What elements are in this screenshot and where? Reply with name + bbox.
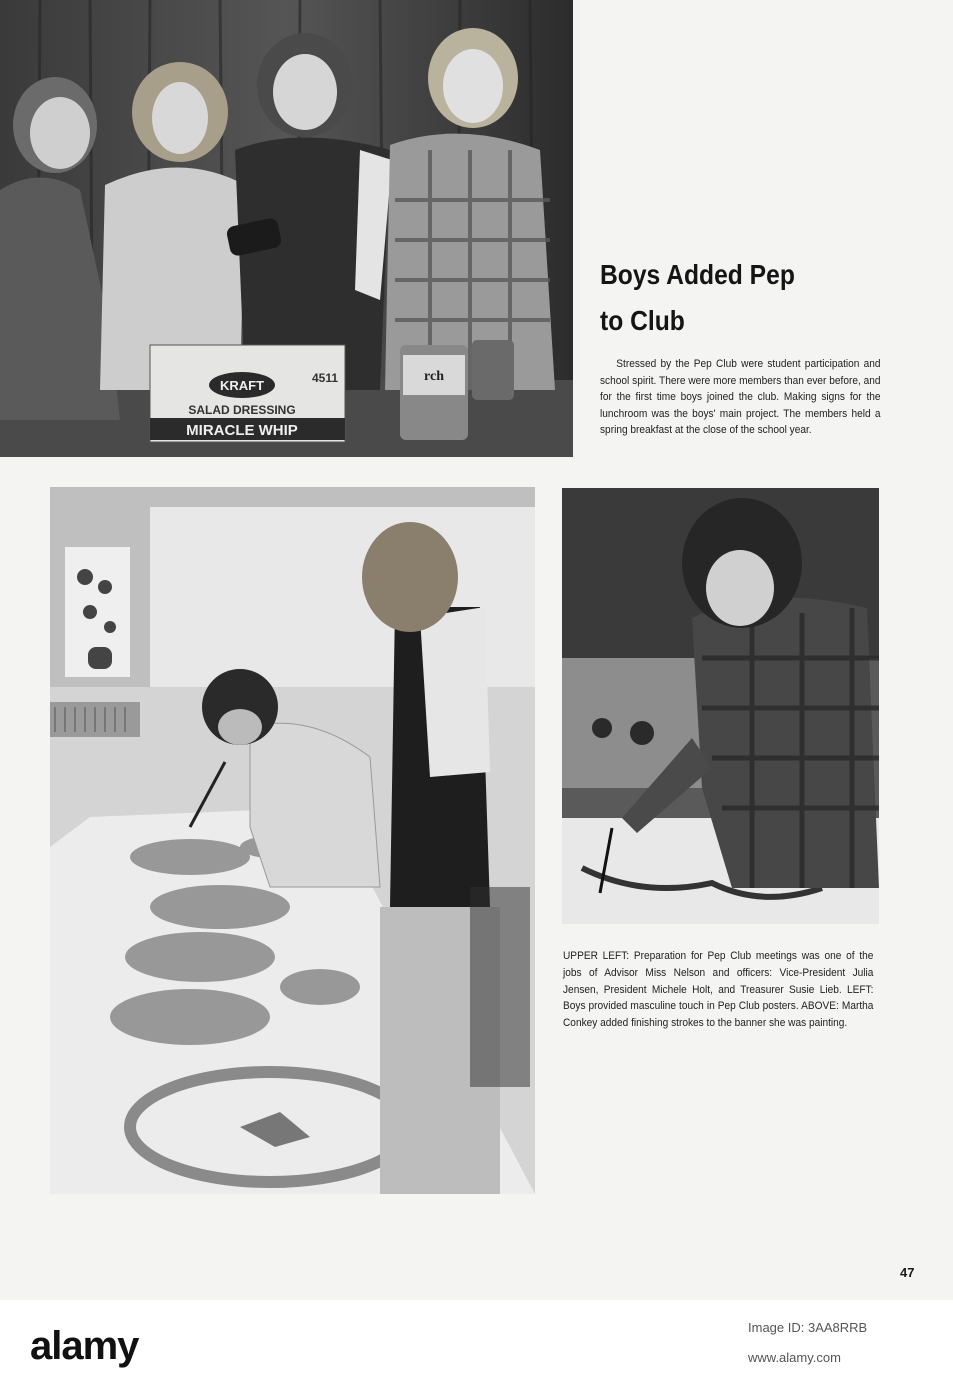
page-number: 47 [900, 1265, 915, 1280]
can-label: rch [424, 369, 444, 384]
photo-caption: UPPER LEFT: Preparation for Pep Club meetings was one of the jobs of Advisor Miss Nelson and officers: Vice-President Julia Jensen, President Michele Holt, and Treasurer Susie Lieb. LEFT: Boys provided masculine touch in Pep Club posters. ABOVE: Martha Conkey added finishing strokes to the banner she was painting. [563, 950, 874, 1030]
footer-logo: alamy [30, 1324, 139, 1368]
article-headline [600, 252, 890, 344]
photo-pep-club-officers [0, 0, 573, 457]
footer-url[interactable]: www.alamy.com [748, 1350, 841, 1365]
box-number: 4511 [311, 371, 339, 385]
headline-line-1: Boys Added Pep [600, 259, 795, 290]
footer-image-id: Image ID: 3AA8RRB [748, 1320, 868, 1335]
headline-line-2: to Club [600, 305, 685, 336]
photo-boys-painting-banner [50, 487, 535, 1194]
photo-girl-painting [562, 488, 879, 924]
box-name: MIRACLE WHIP [186, 422, 298, 439]
stock-footer [0, 1300, 953, 1390]
box-product: SALAD DRESSING [188, 403, 296, 417]
article-body: Stressed by the Pep Club were student participation and school spirit. There were more members than ever before, and for the first time boys joined the club. Making signs for the lunchroom was the boys' main project. The members held a spring breakfast at the close of the school year. [600, 358, 881, 437]
box-brand: KRAFT [219, 378, 265, 393]
